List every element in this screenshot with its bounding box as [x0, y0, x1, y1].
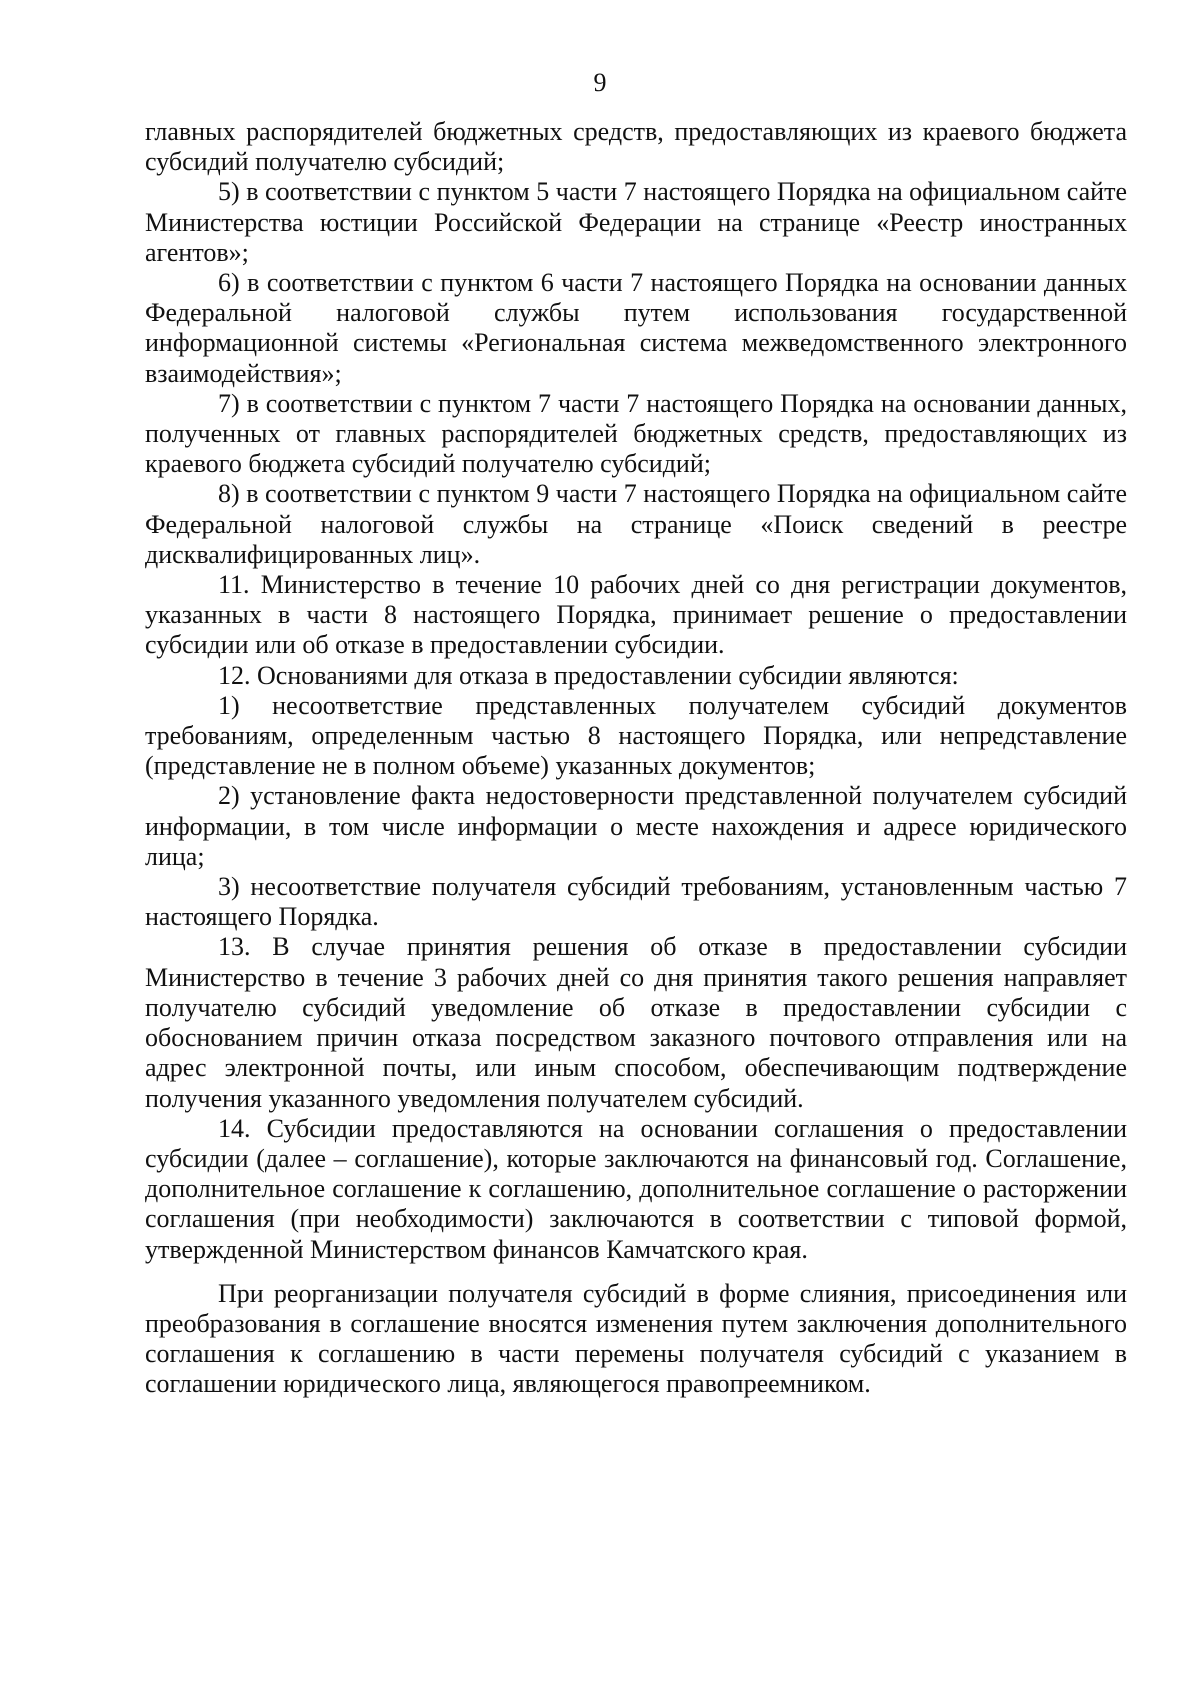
paragraph-item-7: 7) в соответствии с пунктом 7 части 7 настоящего Порядка на основании данных, полученных от главных распорядителей бюджетных средств, предоставляющих из краевого бюджета субсидий получателю субсидий; [145, 388, 1127, 479]
paragraph-section-13: 13. В случае принятия решения об отказе в предоставлении субсидии Министерство в течение 3 рабочих дней со дня принятия такого решения направляет получателю субсидий уведомление об отказе в предоставлении субсидии с обоснованием причин отказа посредством заказного почтового отправления или на адрес электронной почты, или иным способом, обеспечивающим подтверждение получения указанного уведомления получателем субсидий. [145, 932, 1127, 1113]
paragraph-section-12: 12. Основаниями для отказа в предоставлении субсидии являются: [218, 660, 959, 690]
paragraph-item-5: 5) в соответствии с пунктом 5 части 7 настоящего Порядка на официальном сайте Министерства юстиции Российской Федерации на странице «Реестр иностранных агентов»; [145, 177, 1127, 267]
paragraph-section-12-item-2: 2) установление факта недостоверности представленной получателем субсидий информации, в том числе информации о месте нахождения и адресе юридического лица; [145, 781, 1127, 871]
paragraph-section-14: 14. Субсидии предоставляются на основании соглашения о предоставлении субсидии (далее – соглашение), которые заключаются на финансовый год. Соглашение, дополнительное соглашение к соглашению, дополнительное соглашение о расторжении соглашения (при необходимости) заключаются в соответствии с типовой формой, утвержденной Министерством финансов Камчатского края. [145, 1113, 1127, 1264]
paragraph-item-6: 6) в соответствии с пунктом 6 части 7 настоящего Порядка на основании данных Федеральной налоговой службы путем использования государственной информационной системы «Региональная система межведомственного электронного взаимодействия»; [145, 268, 1127, 388]
page-number: 9 [593, 68, 607, 97]
paragraph-reorganization: При реорганизации получателя субсидий в форме слияния, присоединения или преобразования в соглашение вносятся изменения путем заключения дополнительного соглашения к соглашению в части перемены получателя субсидий с указанием в соглашении юридического лица, являющегося правопреемником. [145, 1278, 1127, 1399]
paragraph-section-11: 11. Министерство в течение 10 рабочих дней со дня регистрации документов, указанных в части 8 настоящего Порядка, принимает решение о предоставлении субсидии или об отказе в предоставлении субсидии. [145, 570, 1127, 660]
document-body [145, 117, 1127, 1400]
paragraph-section-12-item-3: 3) несоответствие получателя субсидий требованиям, установленным частью 7 настоящего Порядка. [145, 872, 1127, 932]
paragraph-item-8: 8) в соответствии с пунктом 9 части 7 настоящего Порядка на официальном сайте Федеральной налоговой службы на странице «Поиск сведений в реестре дисквалифицированных лиц». [145, 479, 1127, 569]
paragraph-section-12-item-1: 1) несоответствие представленных получателем субсидий документов требованиям, определенным частью 8 настоящего Порядка, или непредставление (представление не в полном объеме) указанных документов; [145, 690, 1127, 781]
paragraph-continuation: главных распорядителей бюджетных средств, предоставляющих из краевого бюджета субсидий получателю субсидий; [145, 117, 1127, 177]
